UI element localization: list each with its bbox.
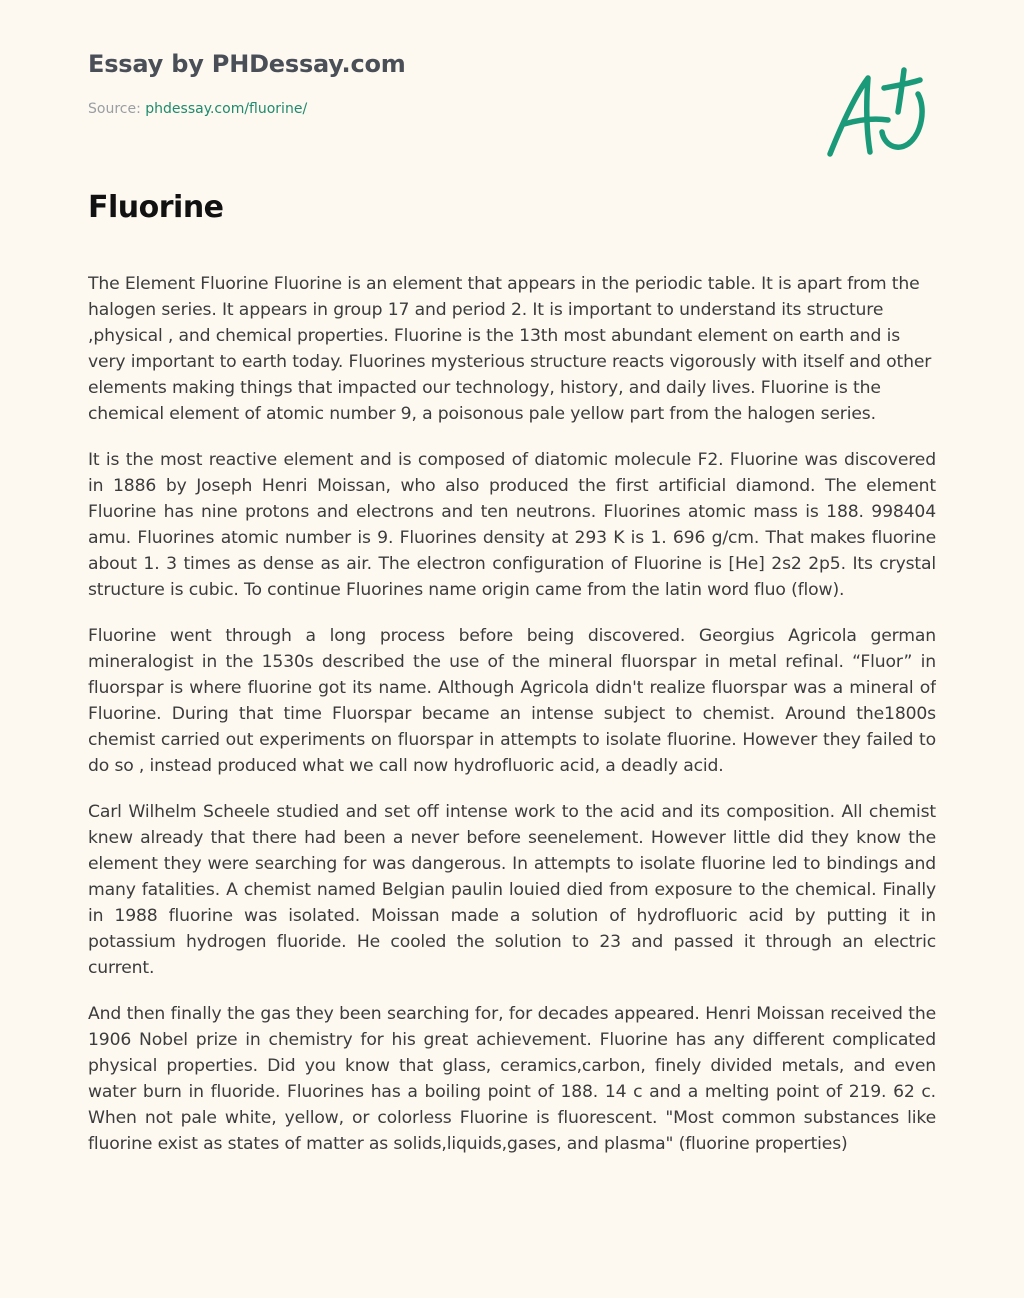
a-plus-logo-icon xyxy=(822,64,932,164)
source-line xyxy=(88,101,307,117)
essay-paragraph-1: The Element Fluorine Fluorine is an element that appears in the periodic table. It is apart from the halogen series. It appears in group 17 and period 2. It is important to understand its structure ,physical , and chemical properties. Fluorine is the 13th most abundant element on earth and is very important to earth today. Fluorines mysterious structure reacts vigorously with itself and other elements making things that impacted our technology, history, and daily lives. Fluorine is the chemical element of atomic number 9, a poisonous pale yellow part from the halogen series. xyxy=(88,274,932,424)
essay-paragraph-5: And then finally the gas they been searching for, for decades appeared. Henri Moissan received the 1906 Nobel prize in chemistry for his great achievement. Fluorine has any different complicated physical properties. Did you know that glass, ceramics,carbon, finely divided metals, and even water burn in fluoride. Fluorines has a boiling point of 188. 14 c and a melting point of 219. 62 c. When not pale white, yellow, or colorless Fluorine is fluorescent. "Most common substances like fluorine exist as states of matter as solids,liquids,gases, and plasma" (fluorine properties) xyxy=(88,1004,936,1154)
essay-title: Fluorine xyxy=(88,190,224,225)
essay-body xyxy=(88,271,936,1249)
essay-paragraph-2: It is the most reactive element and is composed of diatomic molecule F2. Fluorine was discovered in 1886 by Joseph Henri Moissan, who also produced the first artificial diamond. The element Fluorine has nine protons and electrons and ten neutrons. Fluorines atomic mass is 188. 998404 amu. Fluorines atomic number is 9. Fluorines density at 293 K is 1. 696 g/cm. That makes fluorine about 1. 3 times as dense as air. The electron configuration of Fluorine is [He] 2s2 2p5. Its crystal structure is cubic. To continue Fluorines name origin came from the latin word fluo (flow). xyxy=(88,450,936,600)
source-link[interactable]: phdessay.com/fluorine/ xyxy=(145,101,308,117)
source-label: Source: xyxy=(88,101,146,117)
essay-paragraph-4: Carl Wilhelm Scheele studied and set off intense work to the acid and its composition. All chemist knew already that there had been a never before seenelement. However little did they know the element they were searching for was dangerous. In attempts to isolate fluorine led to bindings and many fatalities. A chemist named Belgian paulin louied died from exposure to the chemical. Finally in 1988 fluorine was isolated. Moissan made a solution of hydrofluoric acid by putting it in potassium hydrogen fluoride. He cooled the solution to 23 and passed it through an electric current. xyxy=(88,802,936,978)
site-title: Essay by PHDessay.com xyxy=(88,50,406,78)
essay-paragraph-3: Fluorine went through a long process before being discovered. Georgius Agricola german mineralogist in the 1530s described the use of the mineral fluorspar in metal refinal. “Fluor” in fluorspar is where fluorine got its name. Although Agricola didn't realize fluorspar was a mineral of Fluorine. During that time Fluorspar became an intense subject to chemist. Around the1800s chemist carried out experiments on fluorspar in attempts to isolate fluorine. However they failed to do so , instead produced what we call now hydrofluoric acid, a deadly acid. xyxy=(88,626,936,776)
